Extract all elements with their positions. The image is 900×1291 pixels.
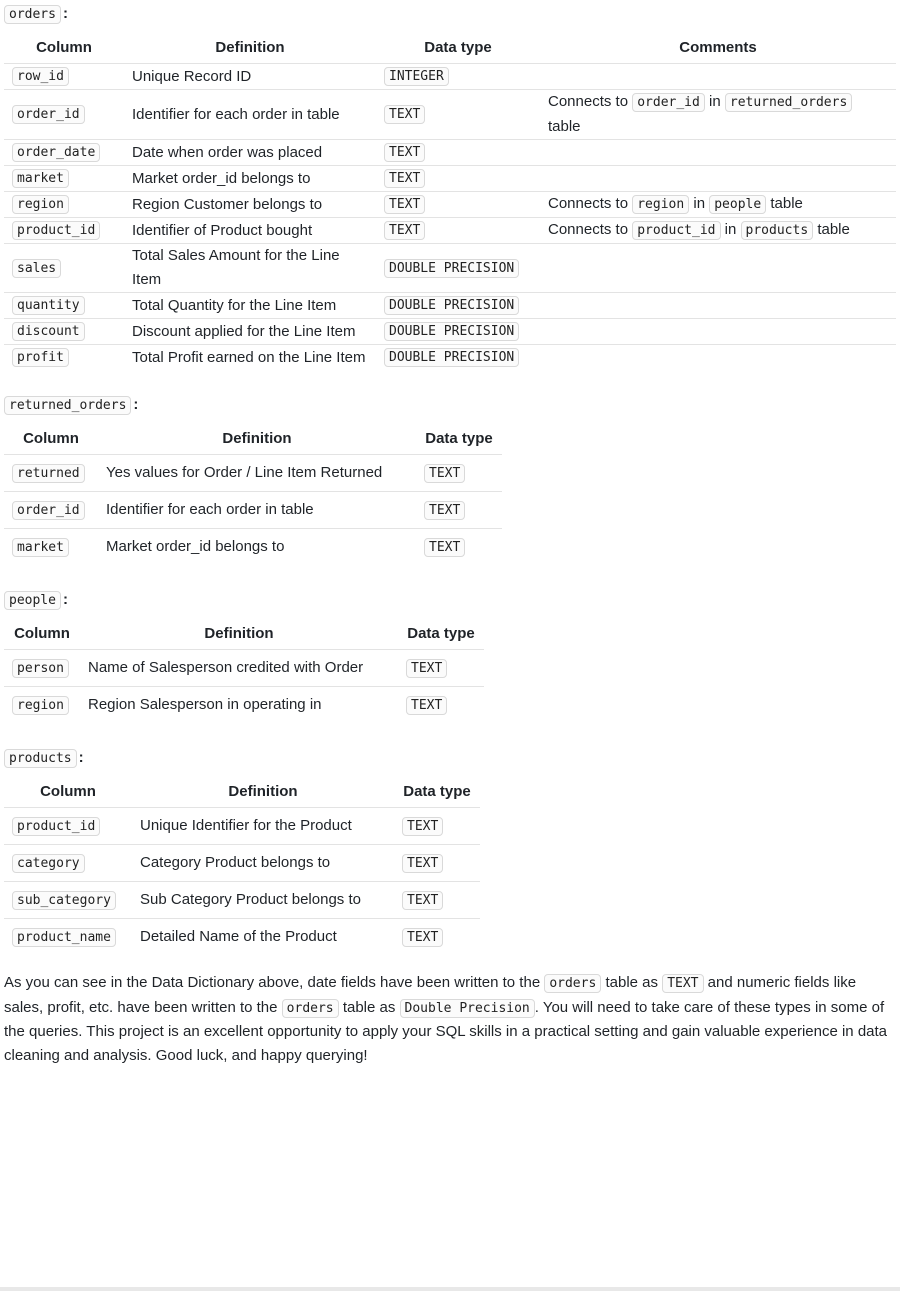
column-header: Column <box>23 430 79 447</box>
data-type: INTEGER <box>384 67 449 86</box>
header-row <box>4 619 484 650</box>
table-row <box>4 140 896 166</box>
data-type-header: Data type <box>425 430 493 447</box>
table-name-code: orders <box>4 5 61 24</box>
data-type: TEXT <box>384 143 425 162</box>
definition: Unique Record ID <box>124 64 376 90</box>
definition: Total Sales Amount for the Line Item <box>124 244 376 293</box>
comment: Connects to region in people table <box>540 192 896 218</box>
definition: Identifier for each order in table <box>124 90 376 140</box>
table-row <box>4 882 480 919</box>
data-type: TEXT <box>384 221 425 240</box>
people-table <box>4 619 484 723</box>
orders-table <box>4 33 896 370</box>
definition: Name of Salesperson credited with Order <box>80 650 398 687</box>
column-name: discount <box>12 322 85 341</box>
definition: Yes values for Order / Line Item Returned <box>98 455 416 492</box>
column-name: region <box>12 696 69 715</box>
table-row <box>4 244 896 293</box>
definition-header: Definition <box>215 39 285 56</box>
table-row <box>4 218 896 244</box>
table-name-code: returned_orders <box>4 396 131 415</box>
data-type: DOUBLE PRECISION <box>384 348 519 367</box>
definition: Unique Identifier for the Product <box>132 808 394 845</box>
data-type-header: Data type <box>403 783 471 800</box>
data-type: TEXT <box>384 105 425 124</box>
column-name: sales <box>12 259 61 278</box>
table-row <box>4 492 502 529</box>
definition: Region Customer belongs to <box>124 192 376 218</box>
column-name: order_date <box>12 143 100 162</box>
header-row <box>4 33 896 64</box>
returned-orders-table <box>4 424 502 565</box>
table-row <box>4 192 896 218</box>
definition: Identifier of Product bought <box>124 218 376 244</box>
definition: Sub Category Product belongs to <box>132 882 394 919</box>
table-row <box>4 845 480 882</box>
table-row <box>4 319 896 345</box>
definition: Category Product belongs to <box>132 845 394 882</box>
data-type: TEXT <box>402 817 443 836</box>
definition: Discount applied for the Line Item <box>124 319 376 345</box>
summary-paragraph: As you can see in the Data Dictionary above, date fields have been written to the orders table as TEXT and numeric fields like sales, profit, etc. have been written to the orders table as Double Precision . You will need to take care of these types in some of the queries. This project is an excellent opportunity to apply your SQL skills in a practical setting and gain valuable experience in data cleaning and analysis. Good luck, and happy querying! <box>4 974 888 1064</box>
table-row <box>4 529 502 566</box>
column-name: quantity <box>12 296 85 315</box>
table-title-returned-orders: returned_orders : <box>4 394 896 416</box>
column-name: profit <box>12 348 69 367</box>
definition: Identifier for each order in table <box>98 492 416 529</box>
data-type: TEXT <box>384 169 425 188</box>
column-name: product_id <box>12 817 100 836</box>
comment: Connects to product_id in products table <box>540 218 896 244</box>
column-name: sub_category <box>12 891 116 910</box>
definition: Market order_id belongs to <box>98 529 416 566</box>
column-name: category <box>12 854 85 873</box>
column-name: order_id <box>12 105 85 124</box>
column-header: Column <box>40 783 96 800</box>
column-name: order_id <box>12 501 85 520</box>
column-name: returned <box>12 464 85 483</box>
definition-header: Definition <box>222 430 292 447</box>
data-type: DOUBLE PRECISION <box>384 296 519 315</box>
definition-header: Definition <box>228 783 298 800</box>
definition: Date when order was placed <box>124 140 376 166</box>
data-type: DOUBLE PRECISION <box>384 259 519 278</box>
definition: Total Quantity for the Line Item <box>124 293 376 319</box>
data-type: TEXT <box>384 195 425 214</box>
header-row <box>4 777 480 808</box>
table-row <box>4 90 896 140</box>
data-type: TEXT <box>424 464 465 483</box>
table-name-code: people <box>4 591 61 610</box>
column-name: region <box>12 195 69 214</box>
table-name-code: products <box>4 749 77 768</box>
column-name: product_name <box>12 928 116 947</box>
comments-header: Comments <box>679 39 757 56</box>
table-row <box>4 455 502 492</box>
table-row <box>4 687 484 724</box>
header-row <box>4 424 502 455</box>
data-type: TEXT <box>424 538 465 557</box>
definition: Total Profit earned on the Line Item <box>124 345 376 371</box>
table-row <box>4 919 480 956</box>
data-type: TEXT <box>402 854 443 873</box>
column-header: Column <box>36 39 92 56</box>
column-name: row_id <box>12 67 69 86</box>
comment: Connects to order_id in returned_orders table <box>540 90 896 140</box>
data-type: TEXT <box>406 659 447 678</box>
table-title-orders: orders : <box>4 3 896 25</box>
table-row <box>4 808 480 845</box>
table-title-products: products : <box>4 747 896 769</box>
table-title-people: people : <box>4 589 896 611</box>
data-type: TEXT <box>402 928 443 947</box>
data-type: TEXT <box>424 501 465 520</box>
definition-header: Definition <box>204 625 274 642</box>
bottom-divider <box>0 1287 900 1291</box>
data-type: TEXT <box>402 891 443 910</box>
column-name: market <box>12 538 69 557</box>
table-row <box>4 64 896 90</box>
column-name: product_id <box>12 221 100 240</box>
table-row <box>4 650 484 687</box>
definition: Market order_id belongs to <box>124 166 376 192</box>
table-row <box>4 345 896 371</box>
definition: Region Salesperson in operating in <box>80 687 398 724</box>
data-type: DOUBLE PRECISION <box>384 322 519 341</box>
definition: Detailed Name of the Product <box>132 919 394 956</box>
table-row <box>4 166 896 192</box>
table-row <box>4 293 896 319</box>
column-header: Column <box>14 625 70 642</box>
data-type-header: Data type <box>424 39 492 56</box>
data-type-header: Data type <box>407 625 475 642</box>
products-table <box>4 777 480 955</box>
column-name: market <box>12 169 69 188</box>
column-name: person <box>12 659 69 678</box>
data-type: TEXT <box>406 696 447 715</box>
